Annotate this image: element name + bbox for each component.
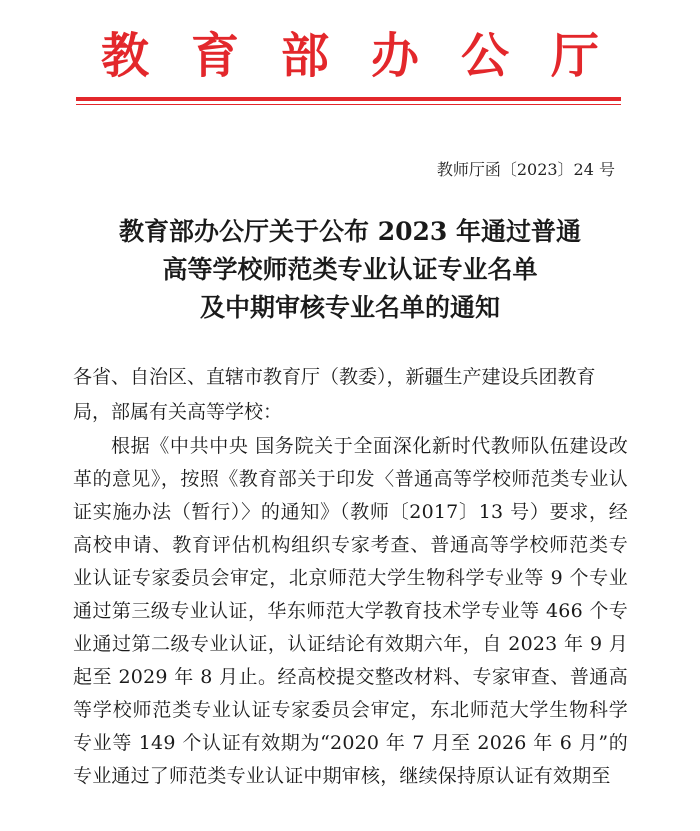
header-divider-thick: [76, 97, 621, 101]
document-title: [0, 213, 700, 327]
salutation: 各省、自治区、直辖市教育厅（教委），新疆生产建设兵团教育局，部属有关高等学校：: [73, 366, 596, 423]
issuer-header-title: 教育部办公厅: [100, 28, 641, 84]
document-title-line: 及中期审核专业名单的通知: [199, 293, 500, 322]
document-title-line: 教育部办公厅关于公布 2023 年通过普通: [119, 217, 581, 246]
header-divider-thin: [76, 104, 621, 105]
document-number: 教师厅函〔2023〕24 号: [436, 160, 615, 179]
body-paragraph: 根据《中共中央 国务院关于全面深化新时代教师队伍建设改革的意见》，按照《教育部关于印发〈普通高等学校师范类专业认证实施办法（暂行）〉的通知》（教师〔2017〕13 号）要求，经高校申请、教育评估机构组织专家考查、普通高等学校师范类专业认证专家委员会审定，北京师范大学生物科学专业等 9 个专业通过第三级专业认证，华东师范大学教育技术学专业等 466 个专业通过第二级专业认证，认证结论有效期六年，自 2023 年 9 月起至 2029 年 8 月止。经高校提交整改材料、专家审查、普通高等学校师范类专业认证专家委员会审定，东北师范大学生物科学专业等 149 个认证有效期为“2020 年 7 月至 2026 年 6 月”的专业通过了师范类专业认证中期审核，继续保持原认证有效期至: [73, 435, 628, 787]
document-title-line: 高等学校师范类专业认证专业名单: [162, 255, 538, 284]
